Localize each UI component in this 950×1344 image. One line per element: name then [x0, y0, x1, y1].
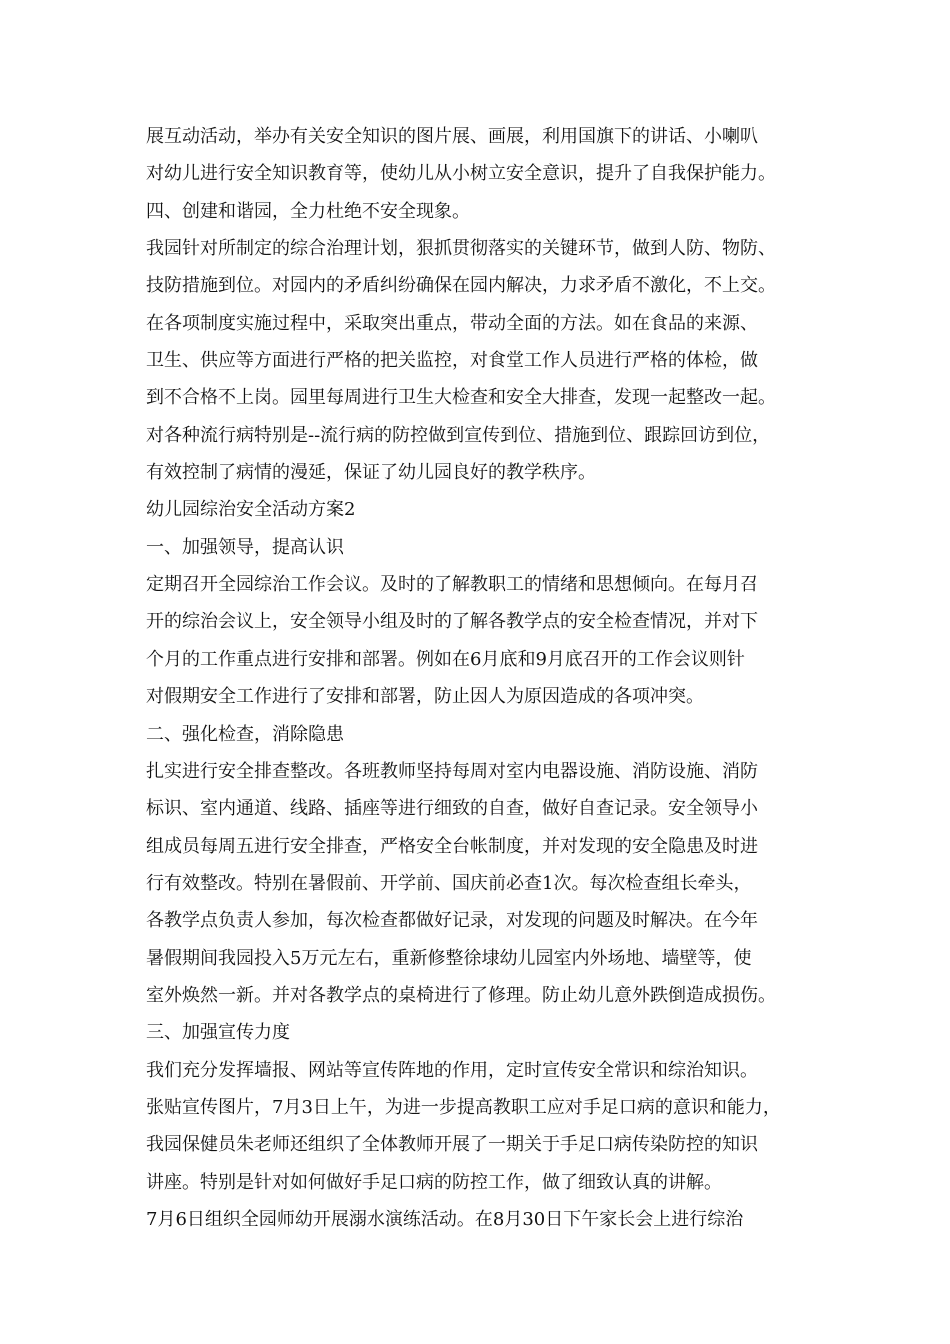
paragraph-line: 我们充分发挥墙报、网站等宣传阵地的作用，定时宣传安全常识和综治知识。: [146, 1059, 758, 1081]
paragraph-line: 对幼儿进行安全知识教育等，使幼儿从小树立安全意识，提升了自我保护能力。: [146, 163, 776, 185]
paragraph-line: 到不合格不上岗。园里每周进行卫生大检查和安全大排查，发现一起整改一起。: [146, 387, 776, 409]
paragraph-line: 个月的工作重点进行安排和部署。例如在6月底和9月底召开的工作会议则针: [146, 648, 745, 670]
paragraph-line: 组成员每周五进行安全排查，严格安全台帐制度，并对发现的安全隐患及时进: [146, 835, 758, 857]
paragraph-line: 在各项制度实施过程中，采取突出重点，带动全面的方法。如在食品的来源、: [146, 312, 758, 334]
document-title: 幼儿园综治安全活动方案2: [146, 499, 356, 521]
paragraph-line: 有效控制了病情的漫延，保证了幼儿园良好的教学秩序。: [146, 462, 596, 484]
section-heading: 四、创建和谐园，全力杜绝不安全现象。: [146, 200, 470, 222]
paragraph-line: 对各种流行病特别是--流行病的防控做到宣传到位、措施到位、跟踪回访到位，: [146, 424, 771, 446]
paragraph-line: 定期召开全园综治工作会议。及时的了解教职工的情绪和思想倾向。在每月召: [146, 574, 758, 596]
paragraph-line: 展互动活动，举办有关安全知识的图片展、画展，利用国旗下的讲话、小喇叭: [146, 126, 758, 147]
paragraph-line: 室外焕然一新。并对各教学点的桌椅进行了修理。防止幼儿意外跌倒造成损伤。: [146, 984, 776, 1006]
paragraph-line: 标识、室内通道、线路、插座等进行细致的自查，做好自查记录。安全领导小: [146, 798, 758, 820]
section-heading: 二、强化检查，消除隐患: [146, 723, 344, 745]
paragraph-line: 对假期安全工作进行了安排和部署，防止因人为原因造成的各项冲突。: [146, 686, 704, 708]
paragraph-line: 行有效整改。特别在暑假前、开学前、国庆前必查1次。每次检查组长牵头，: [146, 872, 752, 894]
paragraph-line: 讲座。特别是针对如何做好手足口病的防控工作，做了细致认真的讲解。: [146, 1171, 722, 1193]
paragraph-line: 各教学点负责人参加，每次检查都做好记录，对发现的问题及时解决。在今年: [146, 910, 758, 932]
paragraph-line: 张贴宣传图片，7月3日上午，为进一步提高教职工应对手足口病的意识和能力，: [146, 1096, 781, 1118]
paragraph-line: 7月6日组织全园师幼开展溺水演练活动。在8月30日下午家长会上进行综治: [146, 1208, 744, 1230]
section-heading: 一、加强领导，提高认识: [146, 536, 344, 558]
paragraph-line: 暑假期间我园投入5万元左右，重新修整徐埭幼儿园室内外场地、墙壁等，使: [146, 947, 752, 969]
paragraph-line: 开的综治会议上，安全领导小组及时的了解各教学点的安全检查情况，并对下: [146, 611, 758, 633]
paragraph-line: 卫生、供应等方面进行严格的把关监控，对食堂工作人员进行严格的体检，做: [146, 350, 758, 372]
paragraph-line: 我园针对所制定的综合治理计划，狠抓贯彻落实的关键环节，做到人防、物防、: [146, 238, 776, 260]
paragraph-line: 我园保健员朱老师还组织了全体教师开展了一期关于手足口病传染防控的知识: [146, 1134, 758, 1156]
section-heading: 三、加强宣传力度: [146, 1022, 290, 1044]
document-body: [146, 118, 836, 1238]
paragraph-line: 扎实进行安全排查整改。各班教师坚持每周对室内电器设施、消防设施、消防: [146, 760, 758, 782]
paragraph-line: 技防措施到位。对园内的矛盾纠纷确保在园内解决，力求矛盾不激化，不上交。: [146, 275, 776, 297]
